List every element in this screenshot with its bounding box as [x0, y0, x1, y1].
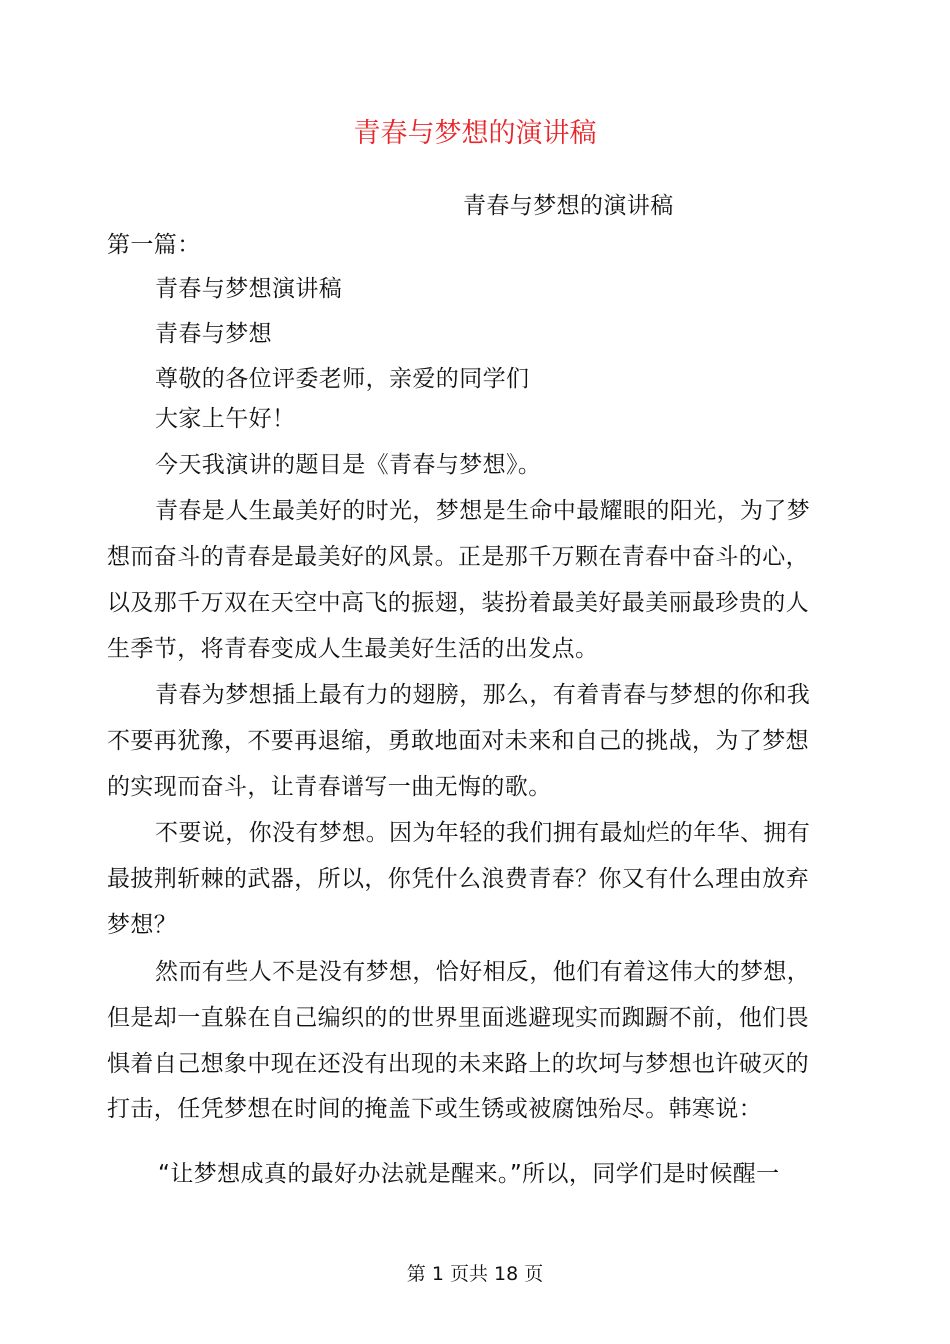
text-line: 青春与梦想演讲稿 [155, 276, 343, 302]
document-title: 青春与梦想的演讲稿 [353, 118, 597, 149]
text-line: “让梦想成真的最好办法就是醒来。”所以，同学们是时候醒一 [158, 1161, 780, 1187]
text-line: 想而奋斗的青春是最美好的风景。正是那千万颗在青春中奋斗的心， [107, 544, 809, 570]
text-line: 青春为梦想插上最有力的翅膀，那么，有着青春与梦想的你和我 [155, 682, 811, 708]
text-line: 以及那千万双在天空中高飞的振翅，装扮着最美好最美丽最珍贵的人 [107, 590, 809, 616]
document-subtitle: 青春与梦想的演讲稿 [463, 193, 674, 219]
text-line: 然而有些人不是没有梦想，恰好相反，他们有着这伟大的梦想， [155, 959, 811, 985]
text-line: 但是却一直躲在自己编织的的世界里面逃避现实而踟蹰不前，他们畏 [107, 1005, 809, 1031]
text-line: 生季节，将青春变成人生最美好生活的出发点。 [107, 636, 599, 662]
text-line: 打击，任凭梦想在时间的掩盖下或生锈或被腐蚀殆尽。韩寒说： [107, 1096, 763, 1122]
text-line: 的实现而奋斗，让青春谱写一曲无悔的歌。 [107, 774, 552, 800]
text-line: 今天我演讲的题目是《青春与梦想》。 [155, 452, 542, 478]
text-line: 青春与梦想 [155, 321, 272, 347]
page-number: 第 1 页共 18 页 [406, 1263, 544, 1285]
text-line: 梦想？ [107, 912, 178, 938]
section-label: 第一篇： [107, 232, 201, 258]
text-line: 不要再犹豫，不要再退缩，勇敢地面对未来和自己的挑战，为了梦想 [107, 728, 809, 754]
text-line: 惧着自己想象中现在还没有出现的未来路上的坎坷与梦想也许破灭的 [107, 1051, 809, 1077]
text-line: 尊敬的各位评委老师，亲爱的同学们 [155, 366, 530, 392]
text-line: 青春是人生最美好的时光，梦想是生命中最耀眼的阳光，为了梦 [155, 498, 811, 524]
text-line: 大家上午好！ [155, 406, 296, 432]
text-line: 不要说，你没有梦想。因为年轻的我们拥有最灿烂的年华、拥有 [155, 820, 811, 846]
text-line: 最披荆斩棘的武器，所以，你凭什么浪费青春？你又有什么理由放弃 [107, 866, 809, 892]
